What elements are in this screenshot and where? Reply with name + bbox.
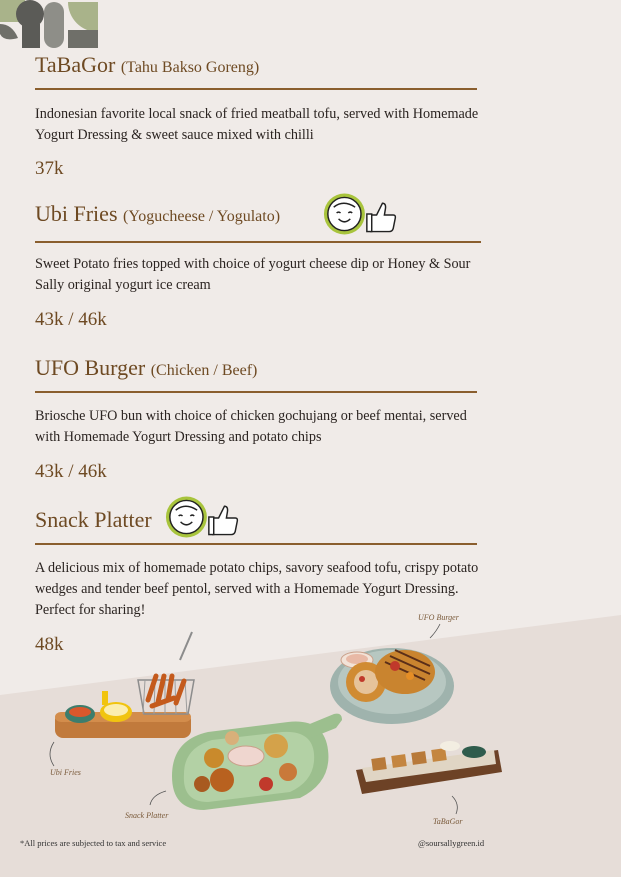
item-price: 37k [35,158,64,179]
item-name: TaBaGor [35,52,116,77]
snack-platter-plate [172,714,342,810]
price-disclaimer: *All prices are subjected to tax and service [20,838,167,848]
item-variant: (Yogucheese / Yogulato) [123,208,281,225]
social-handle: @soursallygreen.id [418,838,485,848]
tabagor-tray [356,741,502,794]
ufo-burger-plate [330,648,454,724]
item-description: Indonesian favorite local snack of fried meatball tofu, served with Homemade Yogurt Dressing & sweet sauce mixed with chilli [35,106,479,143]
caption-ubi-fries: Ubi Fries [50,768,81,777]
logo-mark [0,0,100,50]
smiley-thumbs-up-icon [164,494,242,540]
item-description: A delicious mix of homemade potato chips, savory seafood tofu, crispy potato wedges and tender beef pentol, served with a Homemade Yogurt Dressing. Perfect for sharing! [35,560,479,618]
item-title-ufo-burger [35,355,257,381]
divider [35,241,481,243]
item-price: 43k / 46k [35,461,107,482]
smiley-thumbs-up-icon [322,191,400,237]
caption-ufo-burger: UFO Burger [418,613,459,622]
divider [35,391,477,393]
caption-snack-platter: Snack Platter [125,811,169,820]
item-name: Ubi Fries [35,201,118,226]
item-variant: (Chicken / Beef) [150,362,258,379]
item-title-snack-platter [35,507,152,533]
ubi-fries-board [55,632,194,738]
divider [35,543,477,545]
item-name: Snack Platter [35,507,152,532]
item-title-tabagor [35,52,259,78]
item-description: Sweet Potato fries topped with choice of yogurt cheese dip or Honey & Sour Sally original yogurt ice cream [35,256,471,293]
item-price: 43k / 46k [35,309,107,330]
item-variant: (Tahu Bakso Goreng) [120,59,260,76]
item-price: 48k [35,634,64,655]
item-name: UFO Burger [35,355,146,380]
caption-tabagor: TaBaGor [433,817,463,826]
divider [35,88,477,90]
item-title-ubi-fries [35,201,280,227]
item-description: Briosche UFO bun with choice of chicken gochujang or beef mentai, served with Homemade Yogurt Dressing and potato chips [35,408,467,445]
